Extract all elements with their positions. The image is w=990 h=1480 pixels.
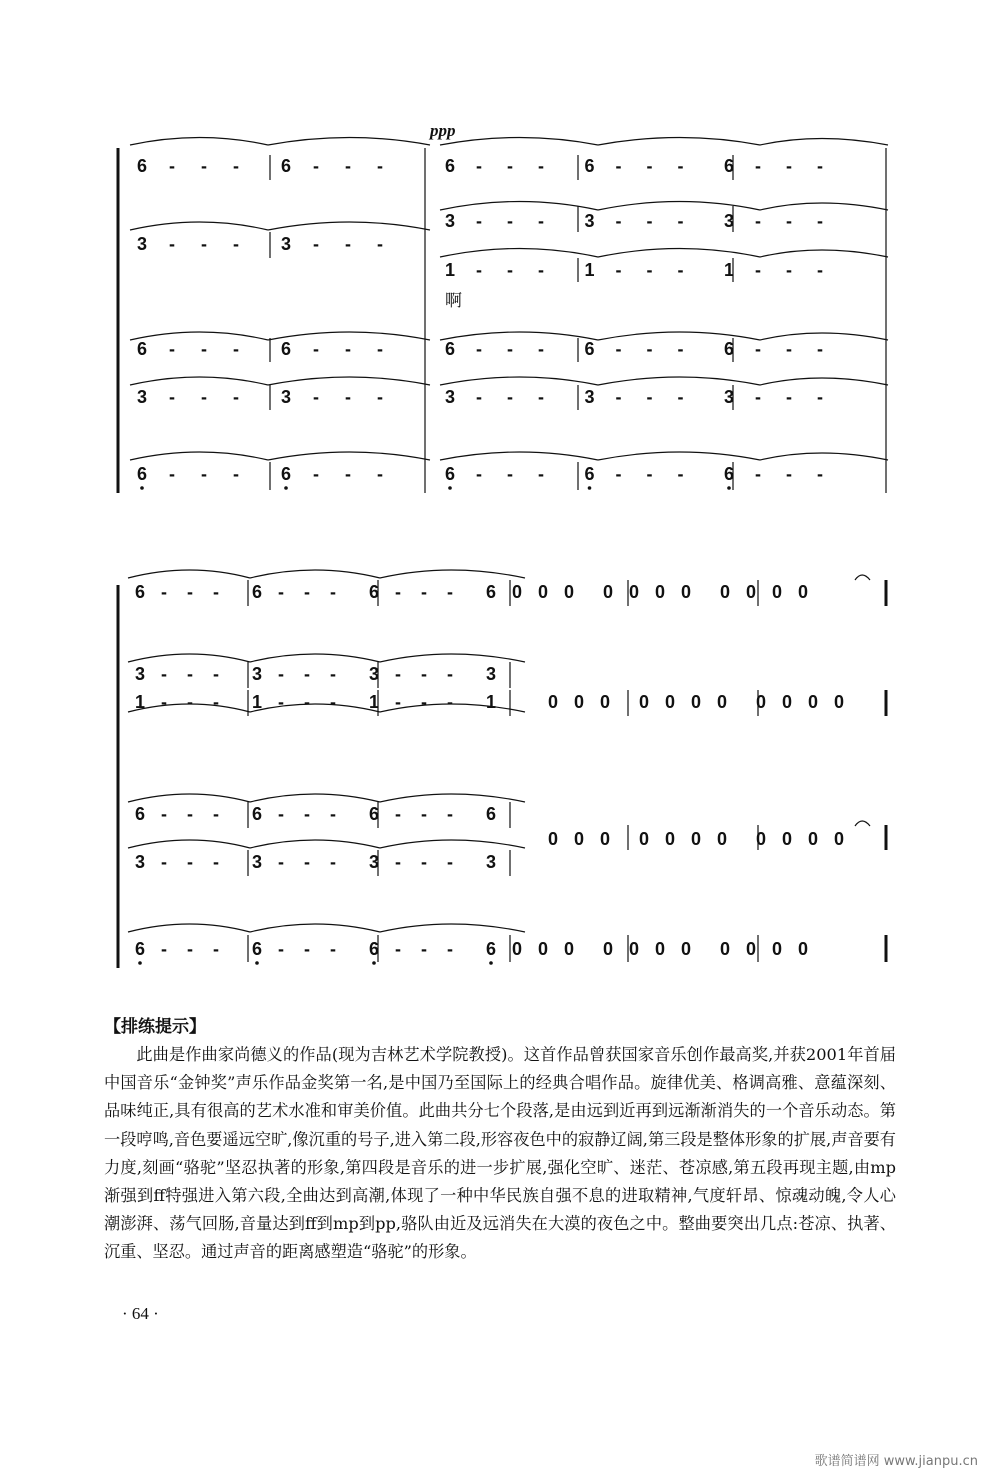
dash-note: -: [345, 387, 351, 407]
dash-note: -: [786, 387, 792, 407]
dash-note: -: [304, 692, 310, 712]
jianpu-note: 0: [538, 582, 549, 602]
jianpu-note: 6: [252, 804, 263, 824]
jianpu-note: 3: [369, 664, 380, 684]
jianpu-note: 1: [584, 260, 595, 280]
dash-note: -: [187, 664, 193, 684]
staff-lines: [118, 138, 888, 969]
dash-note: -: [755, 156, 761, 176]
lower-octave-dot: [140, 486, 144, 490]
dash-note: -: [755, 260, 761, 280]
dash-note: -: [786, 156, 792, 176]
jianpu-note: 3: [486, 664, 497, 684]
dash-note: -: [213, 664, 219, 684]
jianpu-note: 0: [574, 829, 585, 849]
jianpu-note: 3: [135, 664, 146, 684]
jianpu-note: 3: [724, 387, 735, 407]
dash-note: -: [421, 852, 427, 872]
dash-note: -: [278, 664, 284, 684]
dash-note: -: [377, 234, 383, 254]
jianpu-note: 3: [252, 852, 263, 872]
jianpu-note: 0: [746, 939, 757, 959]
dash-note: -: [538, 339, 544, 359]
dash-note: -: [330, 804, 336, 824]
jianpu-note: 6: [486, 804, 497, 824]
jianpu-note: 3: [135, 852, 146, 872]
jianpu-note: 6: [135, 939, 146, 959]
dash-note: -: [538, 387, 544, 407]
dash-note: -: [421, 664, 427, 684]
jianpu-note: 6: [281, 156, 292, 176]
dash-note: -: [507, 260, 513, 280]
jianpu-note: 0: [834, 829, 845, 849]
dash-note: -: [447, 664, 453, 684]
jianpu-note: 0: [639, 829, 650, 849]
jianpu-note: 0: [798, 939, 809, 959]
dash-note: -: [646, 156, 653, 176]
dash-note: -: [421, 939, 427, 959]
dash-note: -: [786, 260, 792, 280]
dash-note: -: [345, 156, 351, 176]
jianpu-note: 1: [486, 692, 497, 712]
dash-note: -: [538, 260, 544, 280]
jianpu-note: 0: [564, 939, 575, 959]
dash-note: -: [345, 464, 351, 484]
dash-note: -: [213, 692, 219, 712]
dash-note: -: [615, 156, 622, 176]
lower-octave-dot: [372, 961, 376, 965]
dash-note: -: [507, 156, 513, 176]
dash-note: -: [169, 234, 175, 254]
dash-note: -: [646, 211, 653, 231]
dash-note: -: [421, 582, 427, 602]
jianpu-note: 0: [772, 939, 783, 959]
jianpu-note: 6: [445, 464, 456, 484]
dash-note: -: [304, 939, 310, 959]
dash-note: -: [476, 260, 482, 280]
dash-note: -: [677, 260, 684, 280]
dash-note: -: [395, 804, 401, 824]
dash-note: -: [213, 852, 219, 872]
dash-note: -: [476, 464, 482, 484]
dash-note: -: [278, 692, 284, 712]
dash-note: -: [213, 939, 219, 959]
dash-note: -: [677, 211, 684, 231]
dash-note: -: [201, 156, 207, 176]
jianpu-note: 0: [512, 939, 523, 959]
dash-note: -: [233, 387, 239, 407]
dash-note: -: [395, 939, 401, 959]
jianpu-note: 6: [252, 939, 263, 959]
dash-note: -: [304, 582, 310, 602]
dash-note: -: [377, 156, 383, 176]
jianpu-note: 6: [486, 939, 497, 959]
jianpu-note: 3: [137, 387, 148, 407]
dash-note: -: [817, 339, 823, 359]
dash-note: -: [161, 852, 167, 872]
dash-note: -: [201, 387, 207, 407]
dash-note: -: [377, 339, 383, 359]
jianpu-note: 0: [756, 829, 767, 849]
dash-note: -: [169, 339, 175, 359]
lower-octave-dot: [588, 486, 592, 490]
jianpu-note: 1: [252, 692, 263, 712]
dash-note: -: [313, 387, 319, 407]
dash-note: -: [677, 464, 684, 484]
dash-note: -: [169, 464, 175, 484]
dash-note: -: [233, 339, 239, 359]
dash-note: -: [377, 387, 383, 407]
jianpu-note: 0: [691, 692, 702, 712]
dash-note: -: [755, 464, 761, 484]
jianpu-note: 0: [717, 692, 728, 712]
jianpu-note: 0: [782, 829, 793, 849]
jianpu-note: 0: [603, 582, 614, 602]
jianpu-note: 0: [512, 582, 523, 602]
dash-note: -: [187, 804, 193, 824]
dash-note: -: [161, 664, 167, 684]
jianpu-note: 3: [369, 852, 380, 872]
jianpu-note: 0: [548, 692, 559, 712]
dash-note: -: [615, 211, 622, 231]
dash-note: -: [161, 804, 167, 824]
dash-note: -: [330, 852, 336, 872]
jianpu-note: 0: [538, 939, 549, 959]
jianpu-note: 0: [681, 939, 692, 959]
jianpu-note: 0: [720, 939, 731, 959]
dash-note: -: [278, 852, 284, 872]
jianpu-note: 6: [135, 582, 146, 602]
jianpu-note: 3: [281, 387, 292, 407]
lower-octave-dot: [255, 961, 259, 965]
lower-octave-dot: [138, 961, 142, 965]
dash-note: -: [755, 211, 761, 231]
dash-note: -: [447, 939, 453, 959]
jianpu-note: 0: [756, 692, 767, 712]
dash-note: -: [615, 339, 622, 359]
jianpu-note: 3: [445, 387, 456, 407]
jianpu-note: 0: [600, 692, 611, 712]
dash-note: -: [345, 339, 351, 359]
dash-note: -: [278, 939, 284, 959]
dash-note: -: [476, 387, 482, 407]
note-glyphs: [135, 156, 844, 965]
jianpu-note: 6: [724, 339, 735, 359]
tips-body: 此曲是作曲家尚德义的作品(现为吉林艺术学院教授)。这首作品曾获国家音乐创作最高奖,并获2001年首届中国音乐“金钟奖”声乐作品金奖第一名,是中国乃至国际上的经典合唱作品。旋律优美、格调高雅、意蕴深刻、品味纯正,具有很高的艺术水准和审美价值。此曲共分七个段落,是由远到近再到远渐渐消失的一个音乐动态。第一段哼鸣,音色要遥远空旷,像沉重的号子,进入第二段,形容夜色中的寂静辽阔,第三段是整体形象的扩展,声音要有力度,刻画“骆驼”坚忍执著的形象,第四段是音乐的进一步扩展,强化空旷、迷茫、苍凉感,第五段再现主题,由mp渐强到ff特强进入第六段,全曲达到高潮,体现了一种中华民族自强不息的进取精神,气度轩昂、惊魂动魄,令人心潮澎湃、荡气回肠,音量达到ff到mp到pp,骆队由近及远消失在大漠的夜色之中。整曲要突出几点:苍凉、执著、沉重、坚忍。通过声音的距离感塑造“骆驼”的形象。: [104, 1045, 896, 1262]
jianpu-note: 0: [717, 829, 728, 849]
lower-octave-dot: [284, 486, 288, 490]
dash-note: -: [201, 464, 207, 484]
jianpu-note: 1: [135, 692, 146, 712]
jianpu-note: 6: [584, 339, 595, 359]
dash-note: -: [677, 387, 684, 407]
lower-octave-dot: [489, 961, 493, 965]
dash-note: -: [278, 582, 284, 602]
jianpu-note: 0: [834, 692, 845, 712]
jianpu-note: 6: [281, 339, 292, 359]
dash-note: -: [313, 464, 319, 484]
dash-note: -: [304, 852, 310, 872]
jianpu-note: 6: [137, 156, 148, 176]
dash-note: -: [447, 804, 453, 824]
dash-note: -: [395, 582, 401, 602]
dash-note: -: [755, 387, 761, 407]
jianpu-note: 3: [584, 211, 595, 231]
dash-note: -: [447, 852, 453, 872]
dash-note: -: [187, 692, 193, 712]
dash-note: -: [538, 211, 544, 231]
dash-note: -: [213, 804, 219, 824]
dash-note: -: [507, 339, 513, 359]
jianpu-note: 0: [720, 582, 731, 602]
dash-note: -: [615, 260, 622, 280]
dash-note: -: [213, 582, 219, 602]
watermark: 歌谱简谱网 www.jianpu.cn: [814, 1454, 978, 1469]
dash-note: -: [538, 464, 544, 484]
dash-note: -: [755, 339, 761, 359]
dash-note: -: [161, 939, 167, 959]
jianpu-note: 3: [281, 234, 292, 254]
jianpu-note: 0: [798, 582, 809, 602]
jianpu-note: 0: [665, 829, 676, 849]
dash-note: -: [395, 664, 401, 684]
dash-note: -: [476, 211, 482, 231]
dash-note: -: [677, 339, 684, 359]
dash-note: -: [161, 692, 167, 712]
jianpu-note: 0: [808, 692, 819, 712]
dash-note: -: [538, 156, 544, 176]
dash-note: -: [615, 464, 622, 484]
dash-note: -: [817, 260, 823, 280]
jianpu-note: 3: [584, 387, 595, 407]
jianpu-note: 6: [445, 156, 456, 176]
dash-note: -: [201, 339, 207, 359]
jianpu-note: 0: [681, 582, 692, 602]
jianpu-note: 1: [445, 260, 456, 280]
dash-note: -: [786, 339, 792, 359]
jianpu-note: 0: [655, 582, 666, 602]
dynamic-ppp: ppp: [430, 121, 456, 140]
jianpu-note: 0: [564, 582, 575, 602]
dash-note: -: [395, 852, 401, 872]
dash-note: -: [817, 211, 823, 231]
jianpu-note: 0: [746, 582, 757, 602]
dash-note: -: [278, 804, 284, 824]
dash-note: -: [304, 664, 310, 684]
jianpu-note: 0: [808, 829, 819, 849]
jianpu-note: 6: [486, 582, 497, 602]
dash-note: -: [161, 582, 167, 602]
dash-note: -: [187, 852, 193, 872]
jianpu-note: 6: [137, 464, 148, 484]
dash-note: -: [817, 156, 823, 176]
dash-note: -: [377, 464, 383, 484]
dash-note: -: [330, 582, 336, 602]
dash-note: -: [786, 464, 792, 484]
dash-note: -: [169, 156, 175, 176]
dash-note: -: [476, 156, 482, 176]
dash-note: -: [201, 234, 207, 254]
jianpu-note: 6: [724, 464, 735, 484]
jianpu-note: 6: [252, 582, 263, 602]
dash-note: -: [330, 664, 336, 684]
jianpu-note: 0: [772, 582, 783, 602]
dash-note: -: [447, 692, 453, 712]
dash-note: -: [646, 387, 653, 407]
jianpu-note: 1: [724, 260, 735, 280]
dash-note: -: [304, 804, 310, 824]
dash-note: -: [395, 692, 401, 712]
dash-note: -: [169, 387, 175, 407]
jianpu-note: 6: [369, 804, 380, 824]
jianpu-note: 6: [137, 339, 148, 359]
jianpu-note: 6: [584, 464, 595, 484]
dash-note: -: [507, 211, 513, 231]
dash-note: -: [187, 582, 193, 602]
dash-note: -: [447, 582, 453, 602]
jianpu-note: 0: [691, 829, 702, 849]
jianpu-note: 0: [782, 692, 793, 712]
dash-note: -: [187, 939, 193, 959]
jianpu-note: 0: [600, 829, 611, 849]
jianpu-note: 3: [486, 852, 497, 872]
dash-note: -: [677, 156, 684, 176]
jianpu-note: 6: [135, 804, 146, 824]
jianpu-note: 0: [574, 692, 585, 712]
jianpu-note: 6: [724, 156, 735, 176]
dash-note: -: [313, 234, 319, 254]
dash-note: -: [421, 804, 427, 824]
jianpu-note: 6: [584, 156, 595, 176]
dash-note: -: [233, 156, 239, 176]
jianpu-note: 3: [445, 211, 456, 231]
jianpu-note: 0: [629, 582, 640, 602]
lower-octave-dot: [727, 486, 731, 490]
jianpu-note: 0: [655, 939, 666, 959]
tips-title: 【排练提示】: [104, 1017, 206, 1037]
lyric-a: 啊: [445, 291, 462, 311]
jianpu-note: 1: [369, 692, 380, 712]
dash-note: -: [476, 339, 482, 359]
lower-octave-dot: [448, 486, 452, 490]
rehearsal-tips: [104, 1012, 896, 1267]
jianpu-note: 3: [252, 664, 263, 684]
jianpu-note: 0: [639, 692, 650, 712]
dash-note: -: [817, 464, 823, 484]
jianpu-note: 6: [369, 582, 380, 602]
jianpu-note: 3: [137, 234, 148, 254]
dash-note: -: [313, 156, 319, 176]
dash-note: -: [507, 387, 513, 407]
dash-note: -: [330, 692, 336, 712]
jianpu-note: 3: [724, 211, 735, 231]
dash-note: -: [233, 464, 239, 484]
dash-note: -: [646, 260, 653, 280]
dash-note: -: [345, 234, 351, 254]
jianpu-note: 0: [629, 939, 640, 959]
jianpu-note: 6: [369, 939, 380, 959]
jianpu-note: 0: [548, 829, 559, 849]
dash-note: -: [421, 692, 427, 712]
dash-note: -: [817, 387, 823, 407]
dash-note: -: [646, 339, 653, 359]
dash-note: -: [646, 464, 653, 484]
jianpu-note: 0: [665, 692, 676, 712]
dash-note: -: [786, 211, 792, 231]
dash-note: -: [313, 339, 319, 359]
jianpu-note: 6: [445, 339, 456, 359]
page-number: · 64 ·: [122, 1304, 159, 1323]
jianpu-note: 0: [603, 939, 614, 959]
dash-note: -: [330, 939, 336, 959]
dash-note: -: [233, 234, 239, 254]
jianpu-note: 6: [281, 464, 292, 484]
dash-note: -: [507, 464, 513, 484]
dash-note: -: [615, 387, 622, 407]
